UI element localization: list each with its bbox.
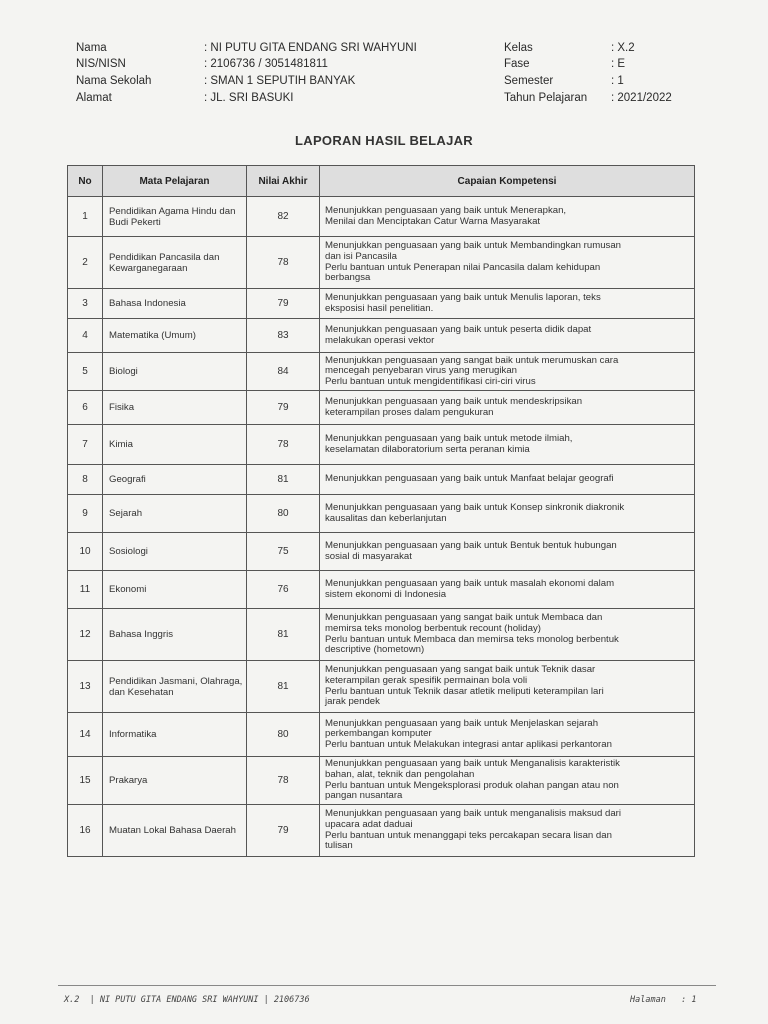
competency-line: Menunjukkan penguasaan yang baik untuk Konsep sinkronik diakronik bbox=[325, 501, 625, 513]
subject-name: Matematika (Umum) bbox=[103, 319, 247, 353]
final-score: 83 bbox=[247, 319, 320, 353]
competency-line: Perlu bantuan untuk Mengeksplorasi produk olahan pangan atau non bbox=[325, 779, 619, 791]
competency-line: bahan, alat, teknik dan pengolahan bbox=[325, 768, 475, 780]
table-body bbox=[68, 197, 695, 857]
subject-name: Informatika bbox=[103, 713, 247, 757]
final-score: 76 bbox=[247, 571, 320, 609]
competency-cell bbox=[320, 805, 695, 857]
competency-line: Menunjukkan penguasaan yang baik untuk Manfaat belajar geografi bbox=[325, 473, 614, 485]
competency-cell bbox=[320, 237, 695, 289]
final-score: 80 bbox=[247, 495, 320, 533]
tahun-label: Tahun Pelajaran bbox=[504, 92, 588, 104]
grades-table bbox=[67, 165, 695, 857]
row-number: 10 bbox=[68, 533, 103, 571]
nama-label: Nama bbox=[76, 42, 107, 54]
final-score: 79 bbox=[247, 805, 320, 857]
table-row bbox=[68, 609, 695, 661]
subject-name: Pendidikan Jasmani, Olahraga, dan Kesehatan bbox=[103, 661, 247, 713]
row-number: 1 bbox=[68, 197, 103, 237]
subject-name: Fisika bbox=[103, 391, 247, 425]
competency-line: Perlu bantuan untuk menanggapi teks percakapan secara lisan dan bbox=[325, 829, 612, 841]
subject-name: Bahasa Inggris bbox=[103, 609, 247, 661]
page-title: LAPORAN HASIL BELAJAR bbox=[295, 133, 473, 148]
final-score: 81 bbox=[247, 465, 320, 495]
row-number: 13 bbox=[68, 661, 103, 713]
fase-value: : E bbox=[611, 58, 626, 70]
competency-line: perkembangan komputer bbox=[325, 728, 432, 740]
competency-line: Menunjukkan penguasaan yang baik untuk metode ilmiah, bbox=[325, 432, 573, 444]
row-number: 5 bbox=[68, 353, 103, 391]
final-score: 81 bbox=[247, 609, 320, 661]
subject-name: Biologi bbox=[103, 353, 247, 391]
table-row bbox=[68, 237, 695, 289]
table-row bbox=[68, 713, 695, 757]
final-score: 80 bbox=[247, 713, 320, 757]
final-score: 78 bbox=[247, 237, 320, 289]
footer-info: X.2 | NI PUTU GITA ENDANG SRI WAHYUNI | 2106736 bbox=[64, 995, 310, 1005]
semester-label: Semester bbox=[504, 75, 554, 87]
alamat-label: Alamat bbox=[76, 92, 112, 104]
competency-line: Menunjukkan penguasaan yang baik untuk Menjelaskan sejarah bbox=[325, 717, 599, 729]
competency-cell bbox=[320, 465, 695, 495]
nisn-label: NIS/NISN bbox=[76, 58, 126, 70]
footer-divider bbox=[58, 985, 716, 986]
final-score: 78 bbox=[247, 757, 320, 805]
table-row bbox=[68, 495, 695, 533]
subject-name: Ekonomi bbox=[103, 571, 247, 609]
competency-line: sistem ekonomi di Indonesia bbox=[325, 588, 447, 600]
table-row bbox=[68, 391, 695, 425]
competency-line: kausalitas dan keberlanjutan bbox=[325, 512, 447, 524]
tahun-value: : 2021/2022 bbox=[611, 92, 672, 104]
competency-line: mencegah penyebaran virus yang merugikan bbox=[325, 365, 517, 377]
table-header-row bbox=[68, 166, 695, 197]
row-number: 8 bbox=[68, 465, 103, 495]
row-number: 16 bbox=[68, 805, 103, 857]
row-number: 12 bbox=[68, 609, 103, 661]
kelas-value: : X.2 bbox=[611, 42, 635, 54]
kelas-label: Kelas bbox=[504, 42, 533, 54]
row-number: 14 bbox=[68, 713, 103, 757]
competency-line: eksposisi hasil penelitian. bbox=[325, 302, 434, 314]
final-score: 84 bbox=[247, 353, 320, 391]
final-score: 79 bbox=[247, 289, 320, 319]
row-number: 2 bbox=[68, 237, 103, 289]
competency-line: keselamatan dilaboratorium serta peranan kimia bbox=[325, 443, 530, 455]
competency-line: jarak pendek bbox=[325, 696, 380, 708]
table-row bbox=[68, 353, 695, 391]
subject-name: Kimia bbox=[103, 425, 247, 465]
competency-line: Menilai dan Menciptakan Catur Warna Masyarakat bbox=[325, 215, 541, 227]
competency-cell bbox=[320, 391, 695, 425]
competency-cell bbox=[320, 661, 695, 713]
competency-line: keterampilan gerak spesifik permainan bola voli bbox=[325, 674, 528, 686]
row-number: 11 bbox=[68, 571, 103, 609]
row-number: 3 bbox=[68, 289, 103, 319]
nama-value: : NI PUTU GITA ENDANG SRI WAHYUNI bbox=[204, 42, 417, 54]
competency-line: Perlu bantuan untuk Teknik dasar atletik meliputi keterampilan lari bbox=[325, 685, 604, 697]
competency-cell bbox=[320, 197, 695, 237]
competency-line: keterampilan proses dalam pengukuran bbox=[325, 406, 494, 418]
subject-name: Geografi bbox=[103, 465, 247, 495]
row-number: 4 bbox=[68, 319, 103, 353]
competency-line: tulisan bbox=[325, 840, 353, 852]
subject-name: Sosiologi bbox=[103, 533, 247, 571]
row-number: 9 bbox=[68, 495, 103, 533]
competency-cell bbox=[320, 289, 695, 319]
competency-line: Perlu bantuan untuk Melakukan integrasi antar aplikasi perkantoran bbox=[325, 738, 612, 750]
header-competency: Capaian Kompetensi bbox=[320, 166, 695, 197]
competency-line: Menunjukkan penguasaan yang baik untuk Membandingkan rumusan bbox=[325, 240, 622, 252]
row-number: 6 bbox=[68, 391, 103, 425]
sekolah-label: Nama Sekolah bbox=[76, 75, 152, 87]
competency-line: Menunjukkan penguasaan yang baik untuk menganalisis maksud dari bbox=[325, 808, 621, 820]
table-row bbox=[68, 465, 695, 495]
competency-cell bbox=[320, 425, 695, 465]
competency-cell bbox=[320, 495, 695, 533]
subject-name: Muatan Lokal Bahasa Daerah bbox=[103, 805, 247, 857]
competency-cell bbox=[320, 757, 695, 805]
competency-line: Menunjukkan penguasaan yang baik untuk Bentuk bentuk hubungan bbox=[325, 539, 617, 551]
competency-line: Menunjukkan penguasaan yang baik untuk Menerapkan, bbox=[325, 204, 567, 216]
competency-line: Perlu bantuan untuk Membaca dan memirsa teks monolog berbentuk bbox=[325, 633, 619, 645]
competency-line: Menunjukkan penguasaan yang sangat baik untuk merumuskan cara bbox=[325, 354, 619, 366]
competency-line: Menunjukkan penguasaan yang baik untuk peserta didik dapat bbox=[325, 323, 592, 335]
table-row bbox=[68, 757, 695, 805]
final-score: 75 bbox=[247, 533, 320, 571]
header-no: No bbox=[68, 166, 103, 197]
competency-line: Menunjukkan penguasaan yang baik untuk mendeskripsikan bbox=[325, 395, 583, 407]
table-row bbox=[68, 805, 695, 857]
competency-line: berbangsa bbox=[325, 272, 371, 284]
competency-line: melakukan operasi vektor bbox=[325, 334, 435, 346]
competency-cell bbox=[320, 713, 695, 757]
competency-cell bbox=[320, 319, 695, 353]
subject-name: Pendidikan Pancasila dan Kewarganegaraan bbox=[103, 237, 247, 289]
competency-cell bbox=[320, 609, 695, 661]
subject-name: Bahasa Indonesia bbox=[103, 289, 247, 319]
competency-line: Menunjukkan penguasaan yang baik untuk Menganalisis karakteristik bbox=[325, 758, 620, 770]
sekolah-value: : SMAN 1 SEPUTIH BANYAK bbox=[204, 75, 356, 87]
table-row bbox=[68, 661, 695, 713]
competency-cell bbox=[320, 571, 695, 609]
final-score: 79 bbox=[247, 391, 320, 425]
final-score: 81 bbox=[247, 661, 320, 713]
table-row bbox=[68, 425, 695, 465]
competency-line: Menunjukkan penguasaan yang sangat baik untuk Teknik dasar bbox=[325, 664, 596, 676]
subject-name: Sejarah bbox=[103, 495, 247, 533]
competency-line: memirsa teks monolog berbentuk recount (holiday) bbox=[325, 622, 541, 634]
competency-line: dan isi Pancasila bbox=[325, 250, 397, 262]
header-subject: Mata Pelajaran bbox=[103, 166, 247, 197]
row-number: 7 bbox=[68, 425, 103, 465]
competency-line: Menunjukkan penguasaan yang sangat baik untuk Membaca dan bbox=[325, 612, 603, 624]
fase-label: Fase bbox=[504, 58, 530, 70]
competency-cell bbox=[320, 533, 695, 571]
row-number: 15 bbox=[68, 757, 103, 805]
table-row bbox=[68, 533, 695, 571]
competency-line: upacara adat daduai bbox=[325, 818, 413, 830]
competency-line: pangan nusantara bbox=[325, 790, 403, 802]
alamat-value: : JL. SRI BASUKI bbox=[204, 92, 294, 104]
final-score: 78 bbox=[247, 425, 320, 465]
page-number: Halaman : 1 bbox=[630, 995, 697, 1005]
competency-line: sosial di masyarakat bbox=[325, 550, 412, 562]
competency-line: Perlu bantuan untuk mengidentifikasi ciri-ciri virus bbox=[325, 375, 536, 387]
table-row bbox=[68, 289, 695, 319]
competency-line: Menunjukkan penguasaan yang baik untuk masalah ekonomi dalam bbox=[325, 577, 615, 589]
competency-line: Perlu bantuan untuk Penerapan nilai Pancasila dalam kehidupan bbox=[325, 261, 601, 273]
competency-line: descriptive (hometown) bbox=[325, 644, 425, 656]
competency-line: Menunjukkan penguasaan yang baik untuk Menulis laporan, teks bbox=[325, 291, 601, 303]
header-score: Nilai Akhir bbox=[247, 166, 320, 197]
subject-name: Pendidikan Agama Hindu dan Budi Pekerti bbox=[103, 197, 247, 237]
semester-value: : 1 bbox=[611, 75, 624, 87]
competency-cell bbox=[320, 353, 695, 391]
table-row bbox=[68, 571, 695, 609]
nisn-value: : 2106736 / 3051481811 bbox=[204, 58, 328, 70]
subject-name: Prakarya bbox=[103, 757, 247, 805]
table-row bbox=[68, 197, 695, 237]
final-score: 82 bbox=[247, 197, 320, 237]
table-row bbox=[68, 319, 695, 353]
